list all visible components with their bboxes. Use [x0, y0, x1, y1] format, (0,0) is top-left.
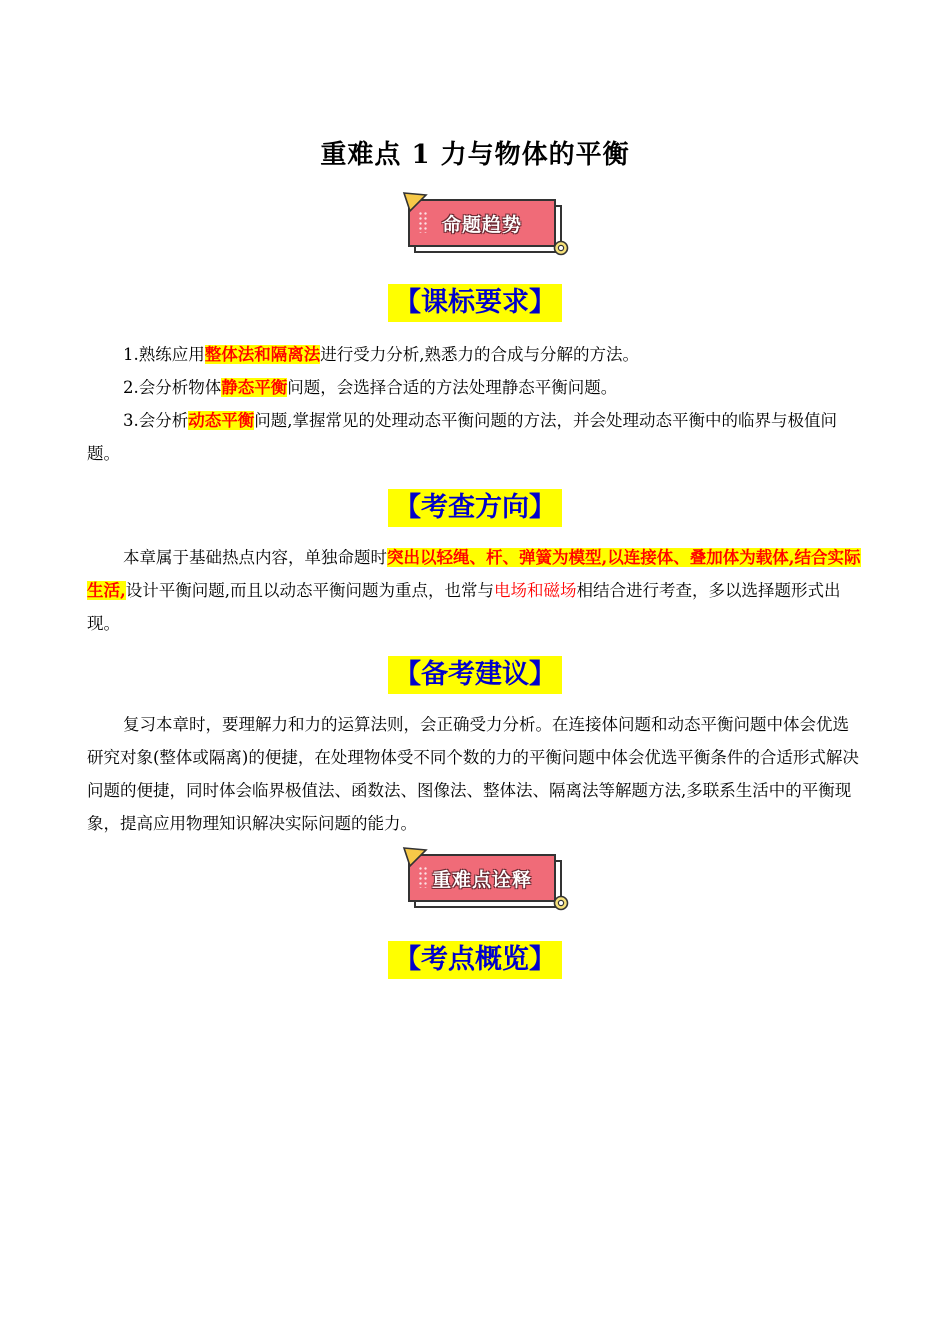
heading-advice-label: 【备考建议】 [388, 656, 562, 694]
heading-overview [0, 941, 950, 979]
heading-direction-label: 【考查方向】 [388, 489, 562, 527]
curriculum-item-3 [87, 404, 865, 470]
advice-text: 复习本章时，要理解力和力的运算法则，会正确受力分析。在连接体问题和动态平衡问题中体会优选研究对象(整体或隔离)的便捷，在处理物体受不同个数的力的平衡问题中体会优选平衡条件的合适形式解决问题的便捷，同时体会临界极值法、函数法、图像法、整体法、隔离法等解题方法,多联系生活中的平衡现象，提高应用物理知识解决实际问题的能力。 [87, 715, 859, 833]
text: 本章属于基础热点内容，单独命题时 [123, 548, 387, 567]
flag-icon [402, 846, 428, 868]
highlight-text: 突出以轻绳、杆、弹簧为模型,以连接体、叠加体为载体,结合实际生活, [87, 548, 861, 600]
badge-face [408, 199, 556, 247]
highlight-text: 静态平衡 [221, 378, 288, 397]
direction-text [87, 541, 865, 640]
red-text: 电场和磁场 [494, 581, 577, 600]
highlight-text: 动态平衡 [188, 411, 255, 430]
dots-pattern-icon [418, 866, 428, 888]
heading-direction [0, 489, 950, 527]
ring-icon [552, 894, 570, 912]
dots-pattern-icon [418, 211, 428, 233]
text: 3.会分析 [123, 411, 189, 430]
ring-icon [552, 239, 570, 257]
heading-overview-label: 【考点概览】 [388, 941, 562, 979]
text: 问题,掌握常见的处理动态平衡问题的方法，并会处理动态平衡中的临界与极值问题。 [87, 411, 837, 463]
heading-curriculum-label: 【课标要求】 [388, 284, 562, 322]
badge-explain-label: 重难点诠释 [431, 868, 532, 891]
page-title: 重难点 1 力与物体的平衡 [320, 140, 630, 170]
curriculum-list [87, 338, 865, 470]
badge-trend [406, 197, 576, 259]
text: 问题，会选择合适的方法处理静态平衡问题。 [287, 378, 618, 397]
text: 相结合进行考查，多以选择题形式出现。 [87, 581, 841, 633]
text: 设计平衡问题,而且以动态平衡问题为重点，也常与 [125, 581, 494, 600]
badge-trend-label: 命题趋势 [441, 213, 522, 236]
heading-curriculum [0, 284, 950, 322]
curriculum-item-1 [87, 338, 865, 371]
flag-icon [402, 191, 428, 213]
direction-paragraph [87, 541, 865, 640]
text: 进行受力分析,熟悉力的合成与分解的方法。 [320, 345, 639, 364]
text: 1.熟练应用 [123, 345, 205, 364]
text: 2.会分析物体 [123, 378, 222, 397]
badge-face [408, 854, 556, 902]
badge-explain [406, 852, 576, 914]
heading-advice [0, 656, 950, 694]
advice-paragraph [87, 708, 865, 840]
curriculum-item-2 [87, 371, 865, 404]
highlight-text: 整体法和隔离法 [204, 345, 321, 364]
